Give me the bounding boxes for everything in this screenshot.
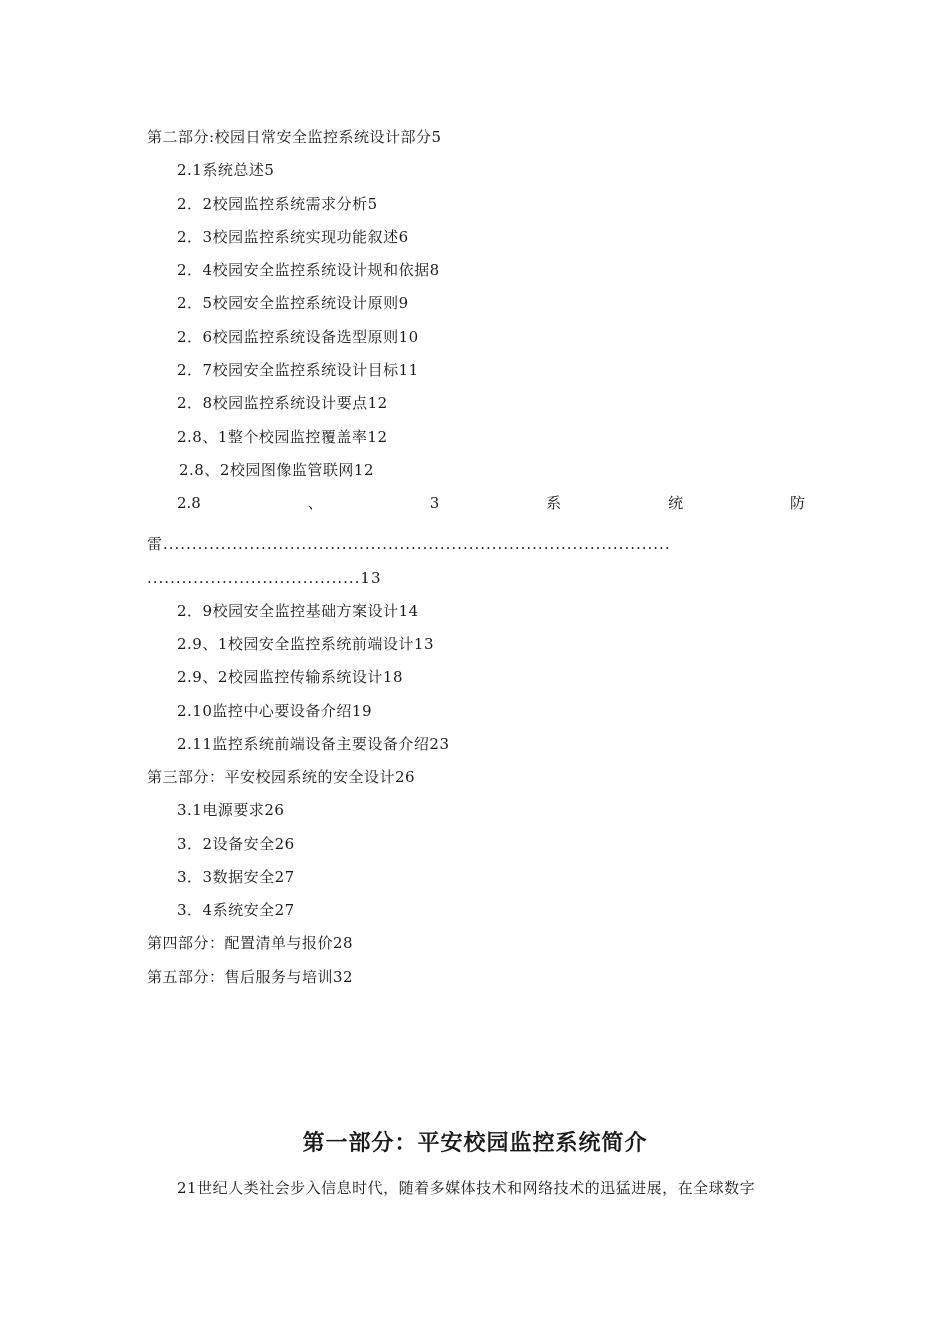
toc-entry: 3．3数据安全27 [177, 868, 295, 886]
toc-entry: 3.1电源要求26 [177, 801, 285, 819]
toc-entry-part2: 第二部分:校园日常安全监控系统设计部分5 [147, 128, 442, 146]
body-paragraph: 21世纪人类社会步入信息时代，随着多媒体技术和网络技术的迅猛进展，在全球数字 [177, 1179, 756, 1197]
toc-entry: 2．4校园安全监控系统设计规和依据8 [177, 261, 440, 279]
toc-entry-part: 2.8 [177, 494, 201, 512]
toc-entry: 2．9校园安全监控基础方案设计14 [177, 602, 419, 620]
toc-entry: 2.11监控系统前端设备主要设备介绍23 [177, 735, 450, 753]
toc-entry-part4: 第四部分：配置清单与报价28 [147, 934, 354, 952]
toc-entry: 2．6校园监控系统设备选型原则10 [177, 328, 419, 346]
toc-entry: 2.8、1整个校园监控覆盖率12 [177, 428, 388, 446]
toc-entry: 2.1系统总述5 [177, 161, 275, 179]
toc-entry-justified [177, 493, 805, 513]
toc-entry-part: 统 [668, 494, 684, 512]
toc-entry: 2．2校园监控系统需求分析5 [177, 195, 378, 213]
toc-entry-part: 3 [429, 494, 440, 512]
toc-entry-leader-page: .....................................13 [147, 569, 382, 587]
section-heading: 第一部分：平安校园监控系统简介 [302, 1131, 648, 1156]
toc-entry: 2.9、2校园监控传输系统设计18 [177, 668, 403, 686]
toc-entry-part: 防 [789, 494, 805, 512]
toc-entry-leader: 雷........................................................................................ [147, 535, 671, 553]
toc-entry: 2．3校园监控系统实现功能叙述6 [177, 228, 409, 246]
toc-entry-part5: 第五部分：售后服务与培训32 [147, 968, 354, 986]
toc-entry-part: 系 [546, 494, 562, 512]
toc-entry: 3．2设备安全26 [177, 835, 295, 853]
toc-entry: 3．4系统安全27 [177, 901, 295, 919]
toc-entry-part: 、 [307, 494, 323, 512]
toc-entry: 2.9、1校园安全监控系统前端设计13 [177, 635, 434, 653]
toc-entry: 2.8、2校园图像监管联网12 [179, 461, 374, 479]
toc-entry-part3: 第三部分：平安校园系统的安全设计26 [147, 768, 416, 786]
toc-entry: 2．8校园监控系统设计要点12 [177, 394, 388, 412]
toc-entry: 2．7校园安全监控系统设计目标11 [177, 361, 419, 379]
toc-entry: 2.10监控中心要设备介绍19 [177, 702, 372, 720]
toc-entry: 2．5校园安全监控系统设计原则9 [177, 294, 409, 312]
